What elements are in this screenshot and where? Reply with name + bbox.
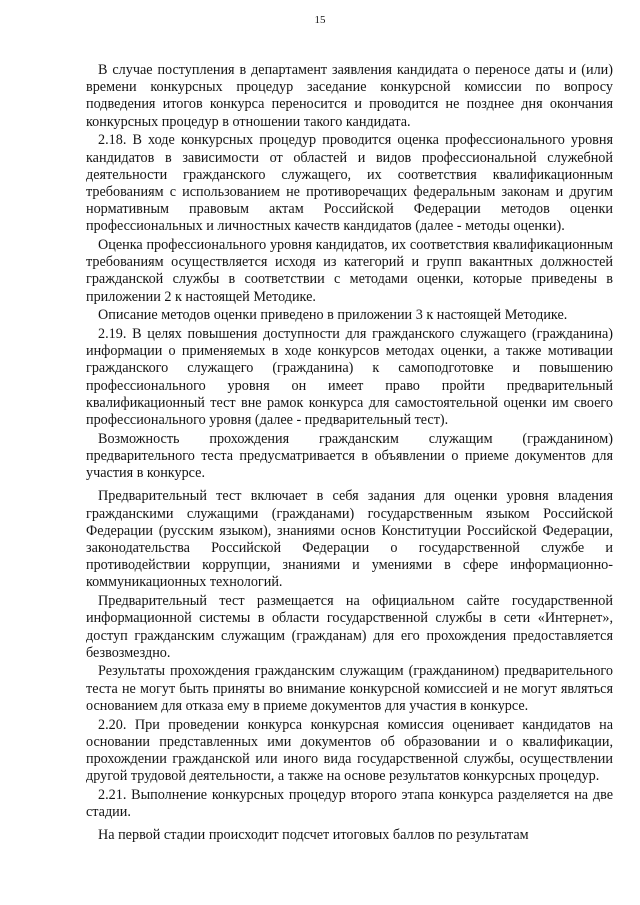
paragraph-2-19: 2.19. В целях повышения доступности для гражданского служащего (гражданина) информации о применяемых в ходе конкурсов методах оценки, а также мотивации гражданского служащего (гражданина) к самоподготовке и повышению профессионального уровня он имеет право пройти предварительный квалификационный тест вне рамок конкурса для самостоятельной оценки им своего профессионального уровня (далее - предварительный тест). (86, 326, 613, 429)
paragraph-postponement: В случае поступления в департамент заявления кандидата о переносе даты и (или) времени конкурсных процедур заседание конкурсной комиссии по вопросу подведения итогов конкурса переносится и проводится не позднее дня окончания конкурсных процедур в отношении такого кандидата. (86, 62, 613, 130)
paragraph-first-stage: На первой стадии происходит подсчет итоговых баллов по результатам (98, 827, 529, 844)
paragraph-methods-description: Описание методов оценки приведено в приложении 3 к настоящей Методике. (98, 307, 568, 324)
paragraph-assessment-level: Оценка профессионального уровня кандидатов, их соответствия квалификационным требованиям осуществляется исходя из категорий и групп вакантных должностей гражданской службы в соответствии с методами оценки, которые приведены в приложении 2 к настоящей Методике. (86, 237, 613, 305)
paragraph-test-possibility: Возможность прохождения гражданским служащим (гражданином) предварительного теста предусматривается в объявлении о приеме документов для участия в конкурсе. (86, 430, 613, 482)
document-body (86, 62, 613, 844)
paragraph-2-18: 2.18. В ходе конкурсных процедур проводится оценка профессионального уровня кандидатов в зависимости от областей и видов профессиональной служебной деятельности гражданского служащего, их соответствия квалификационным требованиям с использованием не противоречащих федеральным законам и другим нормативным правовым актам Российской Федерации методов оценки профессиональных и личностных качеств кандидатов (далее - методы оценки). (86, 132, 613, 235)
paragraph-test-placement: Предварительный тест размещается на официальном сайте государственной информационной системы в области государственной службы в сети «Интернет», доступ гражданским служащим (гражданам) для его прохождения предоставляется безвозмездно. (86, 593, 613, 661)
page-number: 15 (314, 14, 326, 26)
paragraph-2-20: 2.20. При проведении конкурса конкурсная комиссия оценивает кандидатов на основании представленных ими документов об образовании и о квалификации, прохождении гражданской или иного вида государственной службы, осуществлении другой трудовой деятельности, а также на основе результатов конкурсных процедур. (86, 716, 613, 785)
paragraph-test-results: Результаты прохождения гражданским служащим (гражданином) предварительного теста не могут быть приняты во внимание конкурсной комиссией и не могут являться основанием для отказа ему в приеме документов для участия в конкурсе. (86, 663, 613, 714)
paragraph-2-21: 2.21. Выполнение конкурсных процедур второго этапа конкурса разделяется на две стадии. (86, 786, 613, 821)
paragraph-test-contents: Предварительный тест включает в себя задания для оценки уровня владения гражданскими служащими (гражданами) государственным языком Российской Федерации (русским языком), знаниями основ Конституции Российской Федерации, законодательства Российской Федерации о государственной службе и противодействии коррупции, знаниями и умениями в сфере информационно-коммуникационных технологий. (86, 488, 613, 591)
